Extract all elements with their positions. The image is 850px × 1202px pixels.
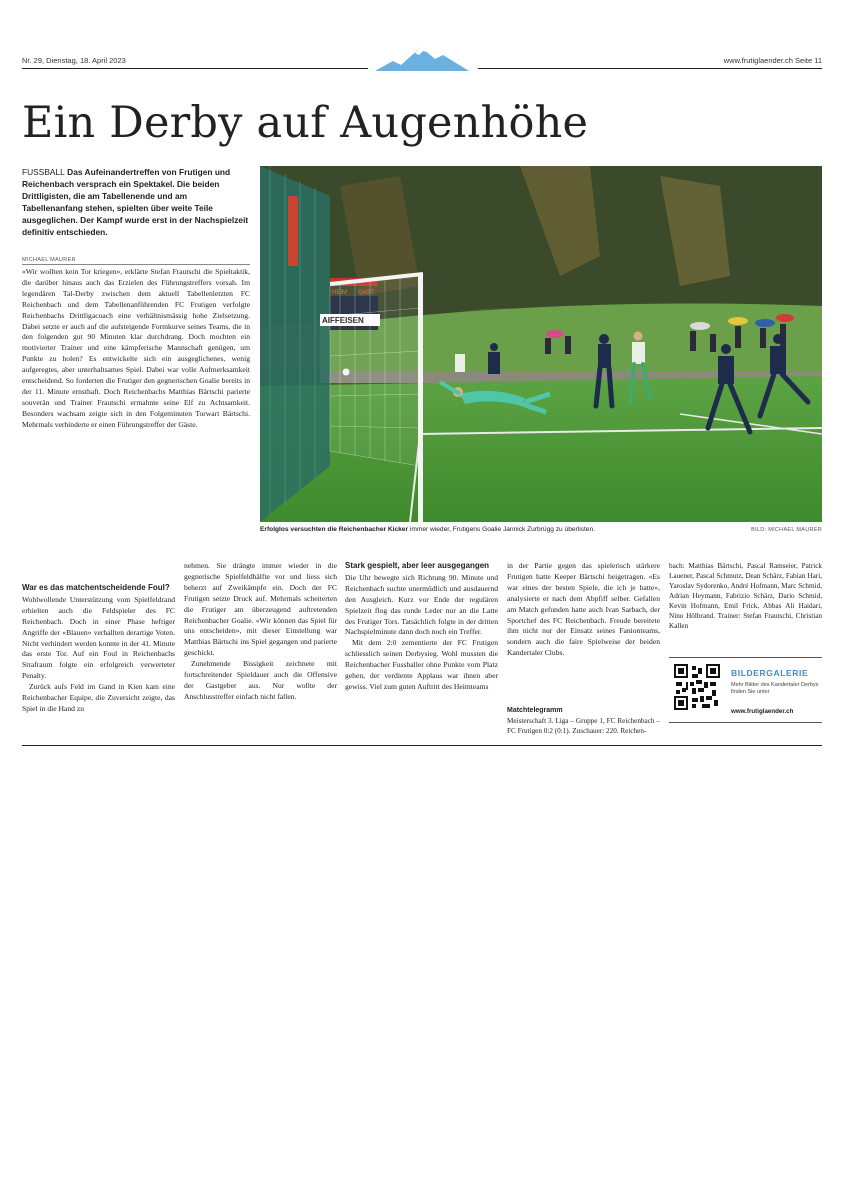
- mountain-logo-icon: [375, 47, 469, 71]
- match-photo-illustration: [260, 166, 822, 522]
- column-1-lower: [22, 583, 175, 715]
- col1-paragraph-2: Wohlwollende Unterstützung vom Spielfeldrand erhielten auch die Feldspieler des FC Reichenbach. Doch in einer Phase heftiger Angriffe der «Blauen» verhallten derartige Voten. Nicht verhindert werden konnte in der 41. Minute das erste Tor. Auf ein Foul in Reichenbachs Strafraum folgte ein erfolgreich verwerteter Penalty.: [22, 594, 175, 681]
- column-1: [22, 267, 250, 431]
- col4-paragraph-1: in der Partie gegen das spielerisch stärkere Frutigen hatte Keeper Bärtschi beigetragen. «Es war eines der besten Spiele, die ich je hatte», analysierte er nach dem Abpfiff selber. Gefallen am Match gefunden hatte auch Ivan Sarbach, der Sportchef des FC Reichenbach. Freude bereitete ihm nicht nur der Einsatz seines Fanionteams, sondern auch die faire Spielweise der beiden Kandertaler Clubs.: [507, 561, 660, 658]
- gallery-rule-bottom: [669, 722, 822, 723]
- photo-credit: BILD: MICHAEL MAURER: [751, 527, 822, 533]
- page-title: Ein Derby auf Augenhöhe: [22, 98, 589, 148]
- svg-text:AIFFEISEN: AIFFEISEN: [322, 316, 364, 325]
- lead-kicker: FUSSBALL: [22, 167, 65, 177]
- subheading-stark-gespielt: Stark gespielt, aber leer ausgegangen: [345, 561, 490, 570]
- gallery-box[interactable]: [669, 658, 822, 720]
- svg-text:GAST: GAST: [358, 290, 375, 296]
- col1-paragraph-3: Zurück aufs Feld im Gand in Kien kam eine Reichenbacher Equipe, die Zuversicht zeigte, das Spiel in die Hand zu: [22, 682, 175, 713]
- telegramm-title: Matchtelegramm: [507, 707, 563, 714]
- lead-text: Das Aufeinandertreffen von Frutigen und Reichenbach versprach ein Spektakel. Die beiden Drittligisten, die am Tabellenende und am Tabellenanfang stehen, spielten über weite Teile ausgeglichen. Der Kampf wurde erst in der Nachspielzeit definitiv entschieden.: [22, 167, 249, 237]
- header-rule-right: [478, 68, 822, 69]
- gallery-link[interactable]: www.frutiglaender.ch: [731, 708, 794, 715]
- svg-text:HEIM: HEIM: [332, 290, 347, 296]
- caption-bold: Erfolglos versuchten die Reichenbacher Kicker: [260, 526, 409, 533]
- article-lead: [22, 166, 250, 238]
- match-telegramm: [507, 706, 660, 736]
- column-5: [669, 561, 822, 631]
- byline-rule: [22, 264, 250, 265]
- column-2: [184, 561, 337, 703]
- caption-rest: immer wieder, Frutigens Goalie Jannick Zurbrügg zu überlisten.: [408, 526, 595, 533]
- col3-paragraph-2: Mit dem 2:0 zementierte der FC Frutigen schliesslich seinen Derbysieg. Wohl mussten die Reichenbacher Fussballer ohne Punkte vom Platz gehen, der verdiente Applaus war ihnen aber gewiss. Viel zum guten Auftritt des Heimteams: [345, 638, 498, 691]
- gallery-title: BILDERGALERIE: [731, 668, 809, 678]
- page-bottom-rule: [22, 745, 822, 746]
- header-rule-left: [22, 68, 368, 69]
- site-and-page: www.frutiglaender.ch Seite 11: [723, 56, 822, 65]
- subheading-foul: War es das matchentscheidende Foul?: [22, 583, 170, 592]
- col3-paragraph-1: Die Uhr bewegte sich Richtung 90. Minute und Reichenbach suchte unermüdlich und ausdauernd den Ausgleich. Kurz vor Ende der regulären Spielzeit flog das runde Leder nur an die Latte des Frutiger Tors. Tatsächlich folgte in der dritten Nachspielminute dann doch noch ein Treffer.: [345, 572, 498, 637]
- lineup-text: bach: Matthias Bärtschi, Pascal Ramseier, Patrick Lauener, Pascal Schmutz, Dean Schärz, Fabian Hari, Yaroslav Sydorenko, André Hofmann, Marc Schmid, Adrian Heymann, Fabrizio Schärz, Dario Schmid, Kevin Hofmann, Emil Frick, Abbas Ali Haidari, Nino Hölbrand. Trainer: Stefan Frautschi, Christian Kallen: [669, 562, 822, 630]
- column-4: [507, 561, 660, 659]
- col1-paragraph-1: «Wir wollten kein Tor kriegen», erklärte Stefan Frautschi die Spieltaktik, die darüber hinaus auch das Erzielen des Führungstreffers vorsah. Im legendären Tal-Derby zwischen dem aktuell Tabellenletzten FC Reichenbach und dem Tabellenanführenden FC Frutigen verfolgte Reichenbachs Drittligacoach eine verhältnismässig hohe Zielsetzung. Dabei setzte er auch auf die aufsteigende Formkurve seines Teams, die in den folgenden gut 90 Minuten klar durchdrang. Doch mochten ein motivierter Trainer und eine kämpferische Mannschaft genügen, um Punkte zu holen? Es entwickelte sich ein ausgeglichenes, wenig aufgeregtes, aber unterhaltsames Spiel. Dabei war volle Aufmerksamkeit entscheidend. So forderten die Frutiger den gegnerischen Goalie bereits in der 11. Minute ernsthaft. Doch Reichenbachs Matthias Bärtschi parierte souverän und Trainer Frautschi ermahnte seine Elf zu Achtsamkeit. Besonders wachsam zeigte sich in den Folgeminuten Torwart Bärtschi. Mehrmals verhinderte er einen Führungstreffer der Gäste.: [22, 267, 250, 429]
- gallery-text: Mehr Bilder des Kandertaler Derbys finden Sie unter: [731, 682, 819, 695]
- qr-code-icon[interactable]: [674, 664, 720, 710]
- photo-caption: [260, 526, 595, 533]
- issue-date: Nr. 29, Dienstag, 18. April 2023: [22, 56, 126, 65]
- author-byline: MICHAEL MAURER: [22, 257, 76, 263]
- col2-paragraph-2: Zunehmende Bissigkeit zeichnete mit fortschreitender Spieldauer auch die Offensive der Gastgeber aus. Nur wollte der Anschlusstreffer einfach nicht fallen.: [184, 659, 337, 701]
- telegramm-text: Meisterschaft 3. Liga – Gruppe 1, FC Reichenbach – FC Frutigen 0:2 (0:1). Zuschauer: 220. Reichen-: [507, 717, 660, 735]
- column-3: [345, 561, 498, 693]
- match-photo: [260, 166, 822, 522]
- col2-paragraph-1: nehmen. Sie drängte immer wieder in die gegnerische Spielfeldhälfte vor und liess sich beherzt auf Zweikämpfe ein. Doch der FC Frutigen setzte Druck auf. Mehrmals scheiterten die Frutiger am überzeugend auftretenden Reichenbacher Goalie. «Wir können das Spiel für uns entscheiden», mit dieser Einstellung war Matthias Bärtschi ins Spiel gegangen und parierte geschickt.: [184, 561, 337, 658]
